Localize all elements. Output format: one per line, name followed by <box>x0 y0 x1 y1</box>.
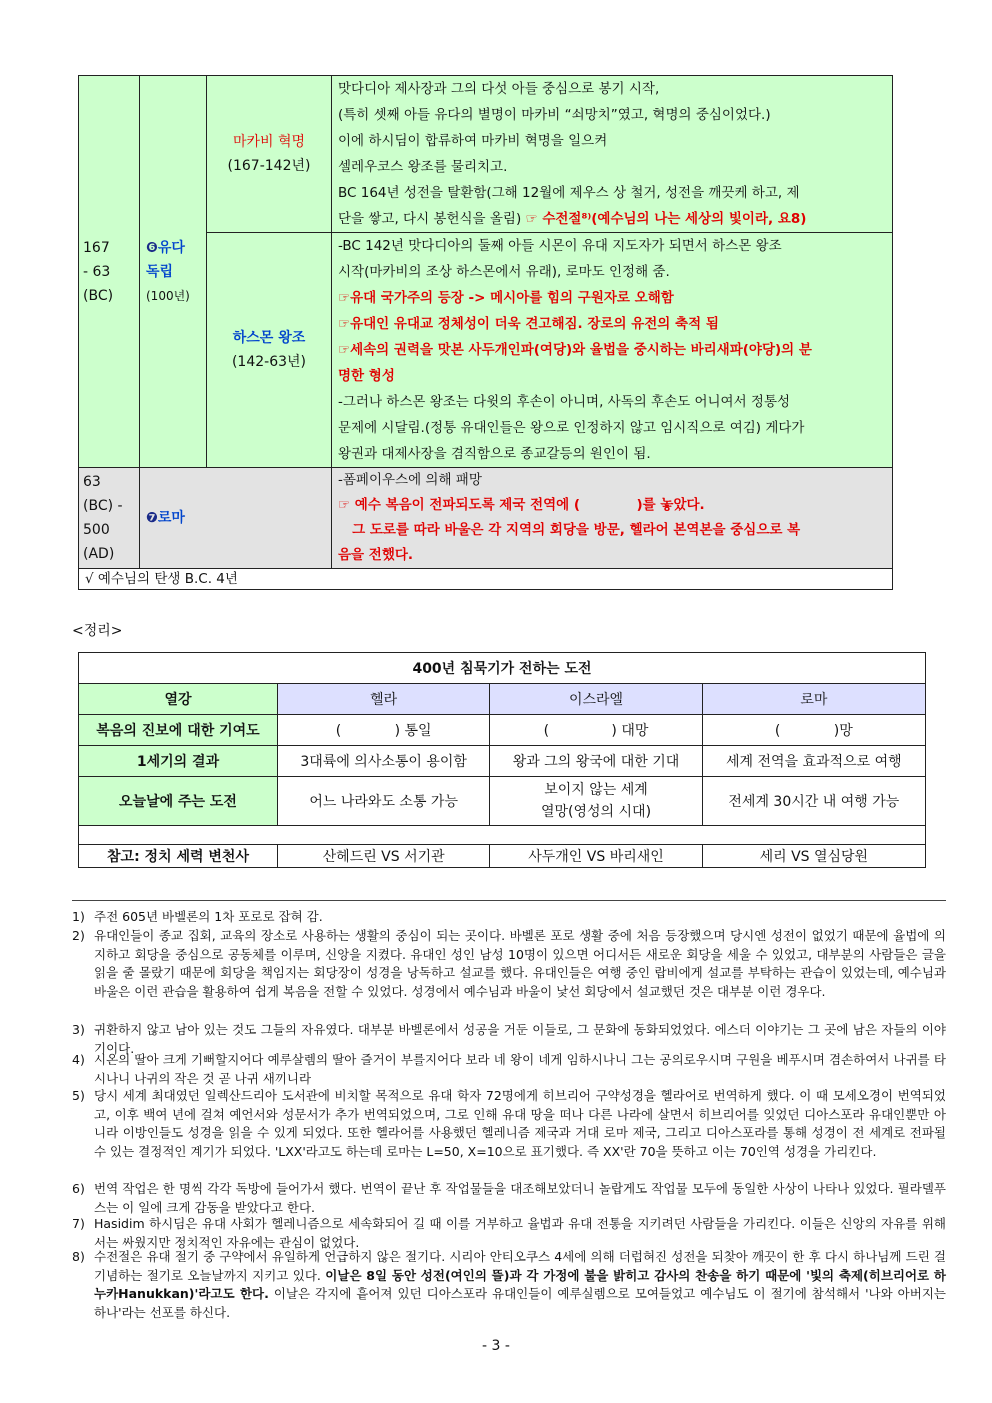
footnote-3: 3) 귀환하지 않고 남아 있는 것도 그들의 자유였다. 대부분 바벨론에서 성공을 거둔 이들로, 그 문화에 동화되었었다. 에스더 이야기는 그 곳에 남은 자들의 이야기이다. <box>72 1022 946 1056</box>
footnote-divider <box>72 900 946 901</box>
table-cell: 세계 전역을 효과적으로 여행 <box>702 746 925 777</box>
table-cell: 어느 나라와도 소통 가능 <box>278 777 490 826</box>
state-cell-judah: ❻유다 독립 (100년) <box>140 76 207 468</box>
footnote-7: 7) Hasidim 하시딤은 유대 사회가 헬레니즘으로 세속화되어 길 때 이를 거부하고 율법과 유대 전통을 지키려던 사람들을 가리킨다. 이들은 신앙의 자유를 위해서는 싸웠지만 정치적인 자유에는 관심이 없었다. <box>72 1216 946 1250</box>
number-7-icon: ❼ <box>146 510 158 526</box>
table-cell: ( )망 <box>702 715 925 746</box>
footnote-6: 6) 번역 작업은 한 명씩 각각 독방에 들어가서 했다. 번역이 끝난 후 작업물들을 대조해보았더니 놀랍게도 작업물 모두에 동일한 사상이 나타나 있었다. 필라델푸스는 이 일에 크게 감동을 받았다고 한다. <box>72 1181 946 1215</box>
table-cell: 보이지 않는 세계 열망(영성의 시대) <box>490 777 702 826</box>
desc-rome: -폼페이우스에 의해 패망 ☞ 예수 복음이 전파되도록 제국 전역에 ( )를 놓았다. 그 도로를 따라 바울은 각 지역의 회당을 방문, 헬라어 본역본을 중심으로 복 음을 전했다. <box>332 468 893 569</box>
col-header-powers: 열강 <box>79 684 278 715</box>
summary-table <box>78 652 926 868</box>
col-header-rome: 로마 <box>702 684 925 715</box>
row-label: 1세기의 결과 <box>79 746 278 777</box>
col-header-greece: 헬라 <box>278 684 490 715</box>
table-cell: 전세계 30시간 내 여행 가능 <box>702 777 925 826</box>
desc-hasmonean: -BC 142년 맛다디아의 둘째 아들 시몬이 유대 지도자가 되면서 하스몬 왕조 시작(마카비의 조상 하스몬에서 유래), 로마도 인정해 줌. ☞유대 국가주의 등장 -> 메시아를 힘의 구원자로 오해함 ☞유대인 유대교 정체성이 더욱 견고해짐. 장로의 유전의 축적 됨 ☞세속의 권력을 맛본 사두개인파(여당)와 율법을 중시하는 바리새파(야당)의 분 명한 형성 -그러나 하스몬 왕조는 다윗의 후손이 아니며, 사독의 후손도 어니여서 정통성 문제에 시달림.(정통 유대인들은 왕으로 인정하지 않고 임시직으로 여김) 게다가 왕권과 대제사장을 겸직함으로 종교갈등의 원인이 됨. <box>332 233 893 468</box>
table-cell: 산헤드린 VS 서기관 <box>278 845 490 868</box>
birth-note: √ 예수님의 탄생 B.C. 4년 <box>79 569 893 590</box>
page-number: - 3 - <box>482 1338 510 1354</box>
table-cell: 3대륙에 의사소통이 용이함 <box>278 746 490 777</box>
footnote-1: 1) 주전 605년 바벨론의 1차 포로로 잡혀 감. <box>72 909 323 924</box>
table-cell: 세리 VS 열심당원 <box>702 845 925 868</box>
table-cell: ( ) 통일 <box>278 715 490 746</box>
footnote-5: 5) 당시 세계 최대였던 일렉산드리아 도서관에 비치할 목적으로 유대 학자 72명에게 히브리어 구약성경을 헬라어로 번역하게 했다. 이 때 모세오경이 번역되었고, 이후 백여 년에 걸쳐 예언서와 성문서가 추가 번역되었으며, 그로 인해 유대 땅을 떠나 다른 나라에 살면서 히브리어를 잊었던 디아스포라 유대인뿐만 아니라 이방인들도 성경을 읽을 수 있게 되었다. 또한 헬라어를 사용했던 헬레니즘 제국과 거대 로마 제국, 그리고 디아스포라를 통해 성경이 전 세계로 전파될 수 있는 결정적인 계기가 되었다. 'LXX'라고도 하는데 로마는 L=50, X=10으로 표기했다. 즉 XX'란 70을 뜻하고 이는 70인역 성경을 가리킨다. <box>72 1088 946 1159</box>
period-cell-2: 63 (BC) - 500 (AD) <box>79 468 140 569</box>
table-cell: 사두개인 VS 바리새인 <box>490 845 702 868</box>
row-label: 참고: 정치 세력 변천사 <box>79 845 278 868</box>
summary-label: <정리> <box>72 623 123 639</box>
footnote-2: 2) 유대인들이 종교 집회, 교육의 장소로 사용하는 생활의 중심이 되는 곳이다. 바벨론 포로 생활 중에 처음 등장했으며 당시엔 성전이 없었기 때문에 율법에 의지하고 회당을 중심으로 공동체를 이루며, 신앙을 지켰다. 유대인 성인 남성 10명이 있으면 어디서든 새로운 회당을 세울 수 있었고, 대부분의 사람들은 글을 읽을 줄 몰랐기 때문에 회당을 책임지는 회당장이 성경을 낭독하고 설교를 했다. 유대인들은 여행 중인 랍비에게 설교를 부탁하는 관습이 있었는데, 예수님과 바울은 이런 관습을 활용하여 쉽게 복음을 전할 수 있었다. 성경에서 예수님과 바울이 낯선 회당에서 설교했던 것은 대부분 이런 경우다. <box>72 928 946 999</box>
row-label: 복음의 진보에 대한 기여도 <box>79 715 278 746</box>
history-table <box>78 75 893 590</box>
footnote-8: 8) 수전절은 유대 절기 중 구약에서 유일하게 언급하지 않은 절기다. 시리아 안티오쿠스 4세에 의해 더럽혀진 성전을 되찾아 깨끗이 한 후 다시 하나님께 드린 걸 기념하는 절기로 오늘날까지 지키고 있다. 이날은 8일 동안 성전(여인의 뜰)과 각 가정에 불을 밝히고 감사의 찬송을 하기 때문에 '빛의 축제(히브리어로 하누카Hanukkan)'라고도 한다. 이날은 각지에 흩어져 있던 디아스포라 유대인들이 예루실렘으로 모여들었고 예수님도 이 절기에 참석해서 '나와 아버지는 하나'라는 선포를 하신다. <box>72 1249 946 1320</box>
summary-title: 400년 침묵기가 전하는 도전 <box>79 653 926 684</box>
empty-row <box>79 826 926 845</box>
dynasty-maccabee: 마카비 혁명 (167-142년) <box>207 76 332 233</box>
desc-maccabee: 맛다디아 제사장과 그의 다섯 아들 중심으로 봉기 시작, (특히 셋째 아들 유다의 별명이 마카비 “쇠망치”였고, 혁명의 중심이었다.) 이에 하시딤이 합류하여 마카비 혁명을 일으켜 셀레우코스 왕조를 물리치고. BC 164년 성전을 탈환함(그해 12월에 제우스 상 철거, 성전을 깨끗케 하고, 제 단을 쌓고, 다시 봉헌식을 올림) ☞ 수전절⁸⁾(예수님의 나는 세상의 빛이라, 요8) <box>332 76 893 233</box>
col-header-israel: 이스라엘 <box>490 684 702 715</box>
footnote-4: 4) 시온의 딸아 크게 기뻐할지어다 예루살렘의 딸아 즐거이 부를지어다 보라 네 왕이 네게 임하시나니 그는 공의로우시며 구원을 베푸시며 겸손하여서 나귀를 타시나니 나귀의 작은 것 곧 나귀 새끼니라 <box>72 1052 946 1086</box>
row-label: 오늘날에 주는 도전 <box>79 777 278 826</box>
dynasty-hasmonean: 하스몬 왕조 (142-63년) <box>207 233 332 468</box>
state-cell-rome: ❼로마 <box>140 468 332 569</box>
number-6-icon: ❻ <box>146 239 158 256</box>
table-cell: 왕과 그의 왕국에 대한 기대 <box>490 746 702 777</box>
table-cell: ( ) 대망 <box>490 715 702 746</box>
period-cell-1: 167 - 63 (BC) <box>79 76 140 468</box>
